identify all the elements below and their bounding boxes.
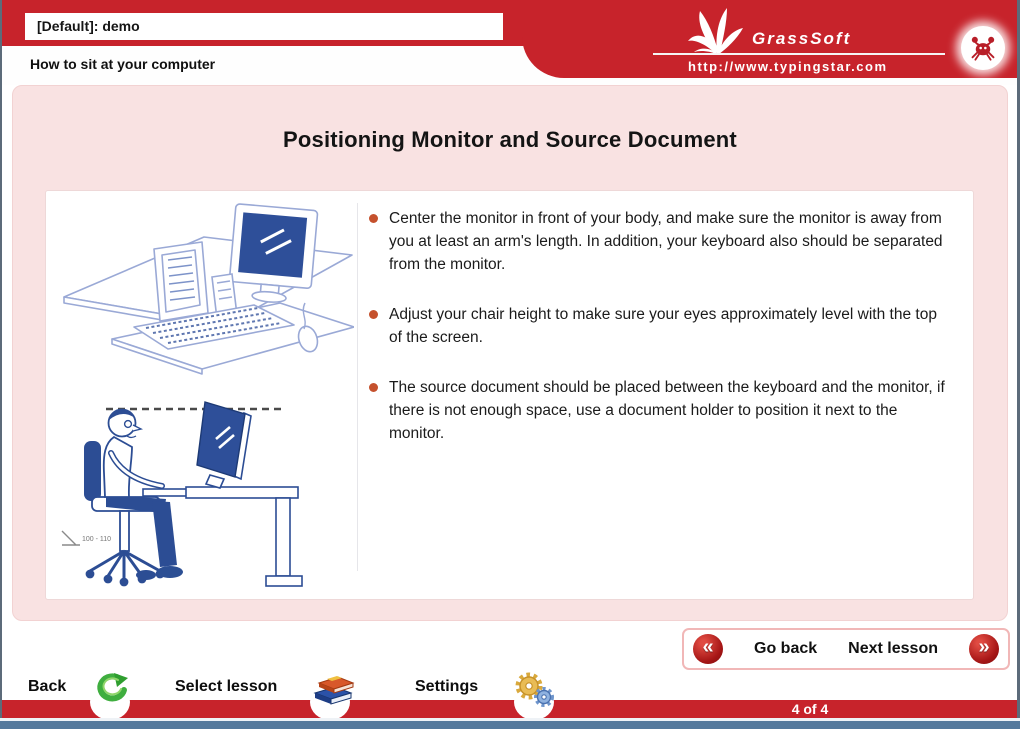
page-indicator: 4 of 4 bbox=[791, 701, 829, 717]
select-lesson-icon[interactable] bbox=[311, 666, 355, 713]
red-crab-mascot-icon bbox=[969, 34, 997, 62]
bullet-item bbox=[369, 303, 961, 349]
bullet-item bbox=[369, 376, 961, 445]
bullet-text: The source document should be placed between the keyboard and the monitor, if there is not enough space, use a document holder to position it next to the monitor. bbox=[389, 379, 945, 442]
page-title: Positioning Monitor and Source Document bbox=[283, 127, 737, 152]
posture-angle-note bbox=[62, 531, 111, 545]
posture-angle-label: 100 - 110 bbox=[82, 536, 112, 543]
window-edge-bottom bbox=[0, 721, 1020, 729]
profile-selector[interactable]: [Default]: demo bbox=[25, 13, 503, 40]
sitting-posture-illustration bbox=[48, 383, 358, 596]
next-lesson-label[interactable]: Next lesson bbox=[848, 640, 938, 657]
settings-menu-item[interactable]: Settings bbox=[415, 678, 479, 695]
bullet-text: Center the monitor in front of your body, and make sure the monitor is away from you at least an arm's length. In addition, your keyboard also should be separated from the monitor. bbox=[389, 210, 943, 273]
select-lesson-menu-item[interactable]: Select lesson bbox=[175, 678, 278, 695]
bullet-text: Adjust your chair height to make sure your eyes approximately level with the top of the screen. bbox=[389, 306, 937, 346]
back-menu-item[interactable]: Back bbox=[28, 678, 67, 695]
lesson-title: How to sit at your computer bbox=[30, 56, 216, 72]
bullet-icon bbox=[369, 383, 378, 392]
website-link[interactable]: http://www.typingstar.com bbox=[688, 59, 888, 74]
monitor-desk-illustration bbox=[54, 197, 354, 382]
back-icon[interactable] bbox=[92, 672, 128, 711]
next-lesson-button[interactable]: » bbox=[969, 634, 999, 664]
settings-icon[interactable] bbox=[515, 672, 555, 713]
mascot-button[interactable] bbox=[961, 26, 1005, 70]
lesson-nav-box bbox=[682, 628, 1010, 670]
bullet-item bbox=[369, 207, 961, 276]
go-back-button[interactable]: « bbox=[693, 634, 723, 664]
header-separator bbox=[653, 53, 945, 55]
bullet-icon bbox=[369, 310, 378, 319]
window-edge-left bbox=[0, 0, 2, 729]
brand-name: GrassSoft bbox=[752, 29, 852, 48]
bullet-list bbox=[369, 207, 961, 472]
go-back-label[interactable]: Go back bbox=[754, 640, 818, 657]
bullet-icon bbox=[369, 214, 378, 223]
lesson-content-card bbox=[45, 190, 974, 600]
